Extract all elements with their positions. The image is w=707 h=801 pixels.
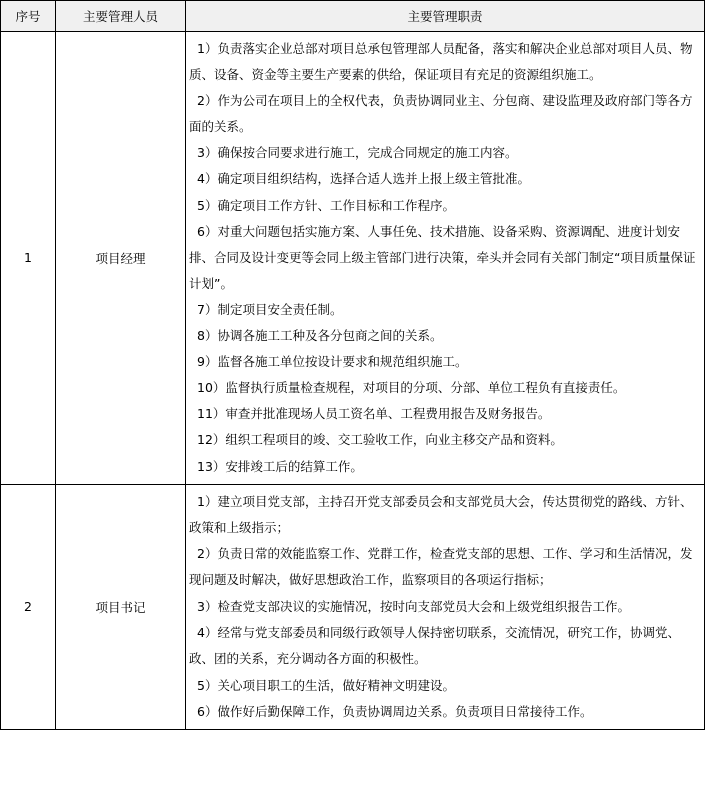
duty-item: 5）确定项目工作方针、工作目标和工作程序。 <box>197 197 455 213</box>
duty-item: 13）安排竣工后的结算工作。 <box>197 458 363 474</box>
duty-list <box>186 32 705 485</box>
duty-item: 5）关心项目职工的生活，做好精神文明建设。 <box>197 677 455 693</box>
role-name: 项目书记 <box>56 484 186 730</box>
duty-item: 6）做作好后勤保障工作，负责协调周边关系。负责项目日常接待工作。 <box>197 703 593 719</box>
header-row <box>1 1 705 32</box>
table-row <box>1 484 705 730</box>
duty-item: 2）负责日常的效能监察工作、党群工作，检查党支部的思想、工作、学习和生活情况，发现问题及时解决，做好思想政治工作，监察项目的各项运行指标； <box>189 546 693 588</box>
duty-item: 7）制定项目安全责任制。 <box>197 301 343 317</box>
duty-item: 4）确定项目组织结构，选择合适人选并上报上级主管批准。 <box>197 171 530 187</box>
duty-item: 1）负责落实企业总部对项目总承包管理部人员配备，落实和解决企业总部对项目人员、物质、设备、资金等主要生产要素的供给，保证项目有充足的资源组织施工。 <box>189 41 693 83</box>
table-row <box>1 32 705 485</box>
duty-item: 1）建立项目党支部，主持召开党支部委员会和支部党员大会，传达贯彻党的路线、方针、政策和上级指示； <box>189 493 693 535</box>
row-number: 1 <box>1 32 56 485</box>
duty-item: 3）检查党支部决议的实施情况，按时向支部党员大会和上级党组织报告工作。 <box>197 598 630 614</box>
header-role: 主要管理人员 <box>56 1 186 32</box>
duty-item: 8）协调各施工工种及各分包商之间的关系。 <box>197 328 443 344</box>
duty-item: 6）对重大问题包括实施方案、人事任免、技术措施、设备采购、资源调配、进度计划安排、合同及设计变更等会同上级主管部门进行决策，牵头并会同有关部门制定“项目质量保证计划”。 <box>189 223 696 291</box>
header-duties: 主要管理职责 <box>186 1 705 32</box>
duty-item: 10）监督执行质量检查规程，对项目的分项、分部、单位工程负有直接责任。 <box>197 380 626 396</box>
duty-item: 2）作为公司在项目上的全权代表，负责协调同业主、分包商、建设监理及政府部门等各方面的关系。 <box>189 93 693 135</box>
duty-item: 3）确保按合同要求进行施工，完成合同规定的施工内容。 <box>197 145 518 161</box>
duty-item: 4）经常与党支部委员和同级行政领导人保持密切联系，交流情况，研究工作，协调党、政、团的关系，充分调动各方面的积极性。 <box>189 625 680 667</box>
header-no: 序号 <box>1 1 56 32</box>
role-name: 项目经理 <box>56 32 186 485</box>
duty-list <box>186 484 705 730</box>
duty-item: 12）组织工程项目的竣、交工验收工作，向业主移交产品和资料。 <box>197 432 563 448</box>
row-number: 2 <box>1 484 56 730</box>
duty-item: 11）审查并批准现场人员工资名单、工程费用报告及财务报告。 <box>197 406 551 422</box>
duty-item: 9）监督各施工单位按设计要求和规范组织施工。 <box>197 354 468 370</box>
